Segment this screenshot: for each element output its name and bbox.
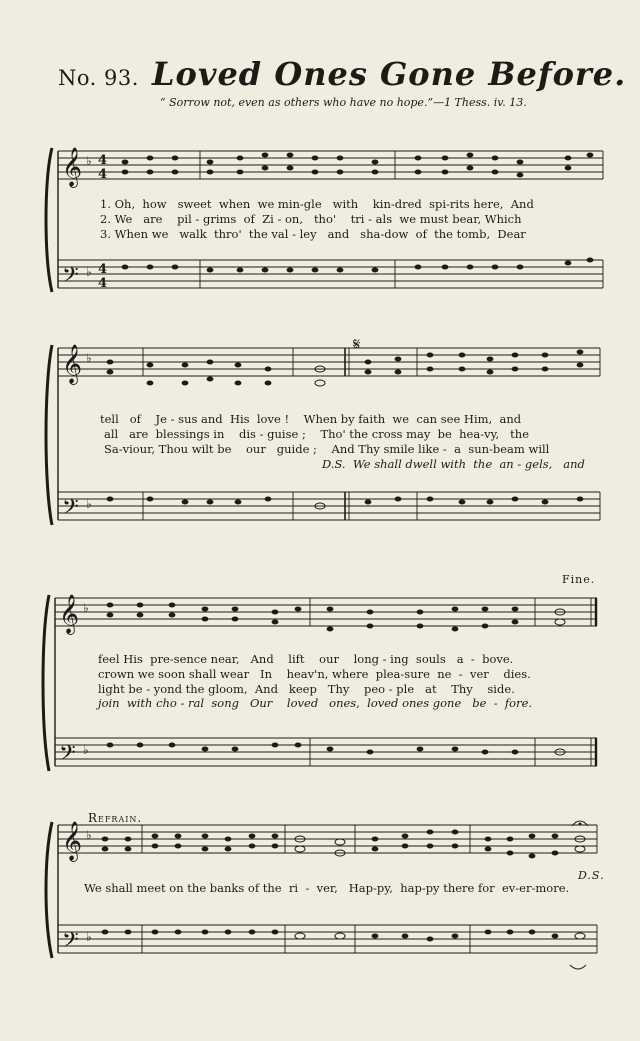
epigraph: “ Sorrow not, even as others who have no hope.”—1 Thess. iv. 13. bbox=[160, 96, 527, 109]
fine-label: Fine. bbox=[562, 573, 596, 586]
svg-text:♭: ♭ bbox=[83, 743, 89, 757]
lyric-line: 3. When we walk thro' the val - ley and sha-dow of the tomb, Dear bbox=[100, 227, 526, 241]
lyric-line: feel His pre-sence near, And lift our long - ing souls a - bove. bbox=[98, 652, 514, 666]
svg-text:♭: ♭ bbox=[86, 497, 92, 511]
svg-text:4: 4 bbox=[98, 276, 108, 291]
svg-text:𝄢: 𝄢 bbox=[62, 263, 79, 293]
ds-lyric-line: D.S. We shall dwell with the an - gels, and bbox=[322, 457, 585, 471]
svg-text:4: 4 bbox=[98, 153, 108, 168]
svg-text:𝄞: 𝄞 bbox=[62, 821, 83, 861]
svg-text:4: 4 bbox=[98, 262, 108, 277]
svg-text:♭: ♭ bbox=[86, 930, 92, 944]
svg-text:𝄢: 𝄢 bbox=[59, 741, 76, 771]
lyric-line: 1. Oh, how sweet when we min-gle with kin-dred spi-rits here, And bbox=[100, 197, 534, 211]
ds-label: D.S. bbox=[578, 869, 605, 882]
svg-text:♭: ♭ bbox=[86, 154, 92, 168]
svg-text:4: 4 bbox=[98, 167, 108, 182]
lyric-line: We shall meet on the banks of the ri - ver, Hap-py, hap-py there for ev-er-more. bbox=[84, 881, 570, 895]
hymn-number: No. 93. bbox=[58, 66, 139, 90]
lyric-line: tell of Je - sus and His love ! When by faith we can see Him, and bbox=[100, 412, 522, 426]
svg-text:𝄞: 𝄞 bbox=[59, 594, 80, 634]
svg-text:𝄢: 𝄢 bbox=[62, 495, 79, 525]
lyric-line: Sa-viour, Thou wilt be our guide ; And Thy smile like - a sun-beam will bbox=[104, 442, 550, 456]
svg-text:♭: ♭ bbox=[86, 828, 92, 842]
svg-text:♭: ♭ bbox=[83, 601, 89, 615]
lyric-line: crown we soon shall wear In heav'n, where plea-sure ne - ver dies. bbox=[98, 667, 531, 681]
svg-text:♭: ♭ bbox=[86, 265, 92, 279]
refrain-label: Refrain. bbox=[88, 811, 143, 825]
svg-text:♭: ♭ bbox=[86, 351, 92, 365]
svg-text:𝄢: 𝄢 bbox=[62, 928, 79, 958]
segno-sign: 𝄋 bbox=[353, 335, 362, 355]
lyric-line: 2. We are pil - grims of Zi - on, tho' tri - als we must bear, Which bbox=[100, 212, 522, 226]
svg-text:𝄞: 𝄞 bbox=[62, 344, 83, 384]
hymn-title: Loved Ones Gone Before. bbox=[152, 55, 627, 93]
svg-text:𝄞: 𝄞 bbox=[62, 147, 83, 187]
lyric-line: light be - yond the gloom, And keep Thy peo - ple at Thy side. bbox=[98, 682, 515, 696]
ds-lyric-line: join with cho - ral song Our loved ones, loved ones gone be - fore. bbox=[98, 696, 533, 710]
lyric-line: all are blessings in dis - guise ; Tho' the cross may be hea-vy, the bbox=[104, 427, 530, 441]
